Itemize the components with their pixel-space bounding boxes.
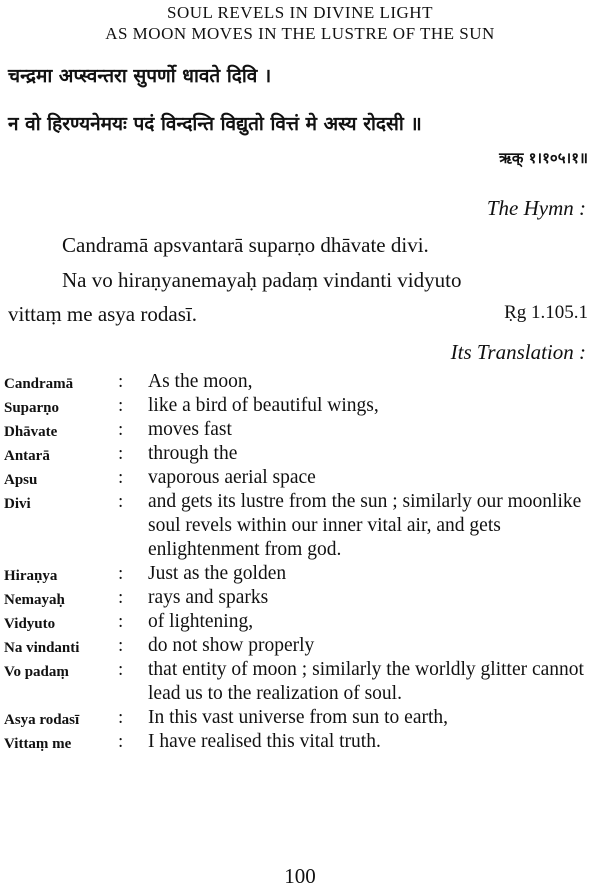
hymn-reference: Ṛg 1.105.1: [504, 302, 588, 323]
glossary-row: [0, 490, 600, 562]
hymn-heading: The Hymn :: [486, 196, 586, 220]
glossary-gloss: vaporous aerial space: [148, 467, 316, 488]
glossary-row: [0, 442, 600, 466]
glossary-separator: :: [118, 371, 124, 392]
glossary-separator: :: [118, 635, 124, 656]
glossary-gloss: As the moon,: [148, 371, 253, 392]
glossary-gloss: I have realised this vital truth.: [148, 731, 381, 752]
glossary-row: [0, 610, 600, 634]
glossary-separator: :: [118, 731, 124, 752]
glossary-term: Suparṇo: [4, 400, 60, 416]
glossary-separator: :: [118, 491, 124, 512]
glossary-gloss: of lightening,: [148, 611, 254, 632]
glossary-gloss: Just as the golden: [148, 563, 287, 584]
glossary-row: [0, 730, 600, 754]
page-number: 100: [284, 864, 316, 888]
glossary-separator: :: [118, 395, 124, 416]
glossary-row: [0, 370, 600, 394]
glossary-separator: :: [118, 443, 124, 464]
glossary-gloss: In this vast universe from sun to earth,: [148, 707, 449, 728]
glossary-row: [0, 586, 600, 610]
glossary-term: Dhāvate: [4, 424, 58, 440]
glossary-gloss: and gets its lustre from the sun ; similarly our moonlike soul revels within our inner vital air, and gets enlightenment from god.: [148, 491, 582, 560]
hymn-transliteration-line-2: Na vo hiraṇyanemayaḥ padaṃ vindanti vidyuto: [62, 268, 462, 292]
glossary-term: Vidyuto: [4, 616, 56, 632]
sanskrit-verse-line-2: न वो हिरण्यनेमयः पदं विन्दन्ति विद्युतो वित्तं मे अस्य रोदसी ॥: [8, 113, 422, 135]
glossary-gloss: do not show properly: [148, 635, 315, 656]
sanskrit-verse-reference: ऋक् १।१०५।१॥: [499, 149, 588, 167]
glossary-term: Vo padaṃ: [4, 664, 69, 680]
glossary-gloss: that entity of moon ; similarly the worldly glitter cannot lead us to the realization of soul.: [148, 659, 584, 704]
glossary-row: [0, 418, 600, 442]
glossary-separator: :: [118, 563, 124, 584]
chapter-title-line-1: SOUL REVELS IN DIVINE LIGHT: [167, 3, 433, 22]
glossary-term: Na vindanti: [4, 640, 80, 656]
glossary-separator: :: [118, 707, 124, 728]
hymn-transliteration-line-1: Candramā apsvantarā suparṇo dhāvate divi.: [62, 233, 429, 257]
glossary-term: Divi: [4, 496, 31, 512]
glossary-row: [0, 634, 600, 658]
glossary-row: [0, 706, 600, 730]
glossary-separator: :: [118, 611, 124, 632]
sanskrit-verse-line-1: चन्द्रमा अप्स्वन्तरा सुपर्णो धावते दिवि ।: [8, 65, 272, 87]
glossary-term: Nemayaḥ: [4, 592, 65, 608]
glossary-row: [0, 658, 600, 706]
glossary-separator: :: [118, 587, 124, 608]
glossary-term: Asya rodasī: [4, 712, 80, 728]
glossary-gloss: through the: [148, 443, 238, 464]
glossary-separator: :: [118, 467, 124, 488]
glossary-gloss: moves fast: [148, 419, 232, 440]
glossary-term: Antarā: [4, 448, 50, 464]
glossary-gloss: like a bird of beautiful wings,: [148, 395, 379, 416]
glossary-term: Vittaṃ me: [4, 736, 72, 752]
glossary-row: [0, 466, 600, 490]
glossary-term: Hiraṇya: [4, 568, 58, 584]
glossary-row: [0, 394, 600, 418]
hymn-transliteration-line-3: vittaṃ me asya rodasī.: [8, 302, 197, 326]
glossary-term: Candramā: [4, 376, 74, 392]
glossary-separator: :: [118, 659, 124, 680]
glossary-list: [0, 370, 600, 754]
chapter-title-line-2: AS MOON MOVES IN THE LUSTRE OF THE SUN: [105, 24, 495, 43]
glossary-gloss: rays and sparks: [148, 587, 269, 608]
glossary-term: Apsu: [4, 472, 38, 488]
translation-heading: Its Translation :: [450, 340, 586, 364]
glossary-separator: :: [118, 419, 124, 440]
glossary-row: [0, 562, 600, 586]
